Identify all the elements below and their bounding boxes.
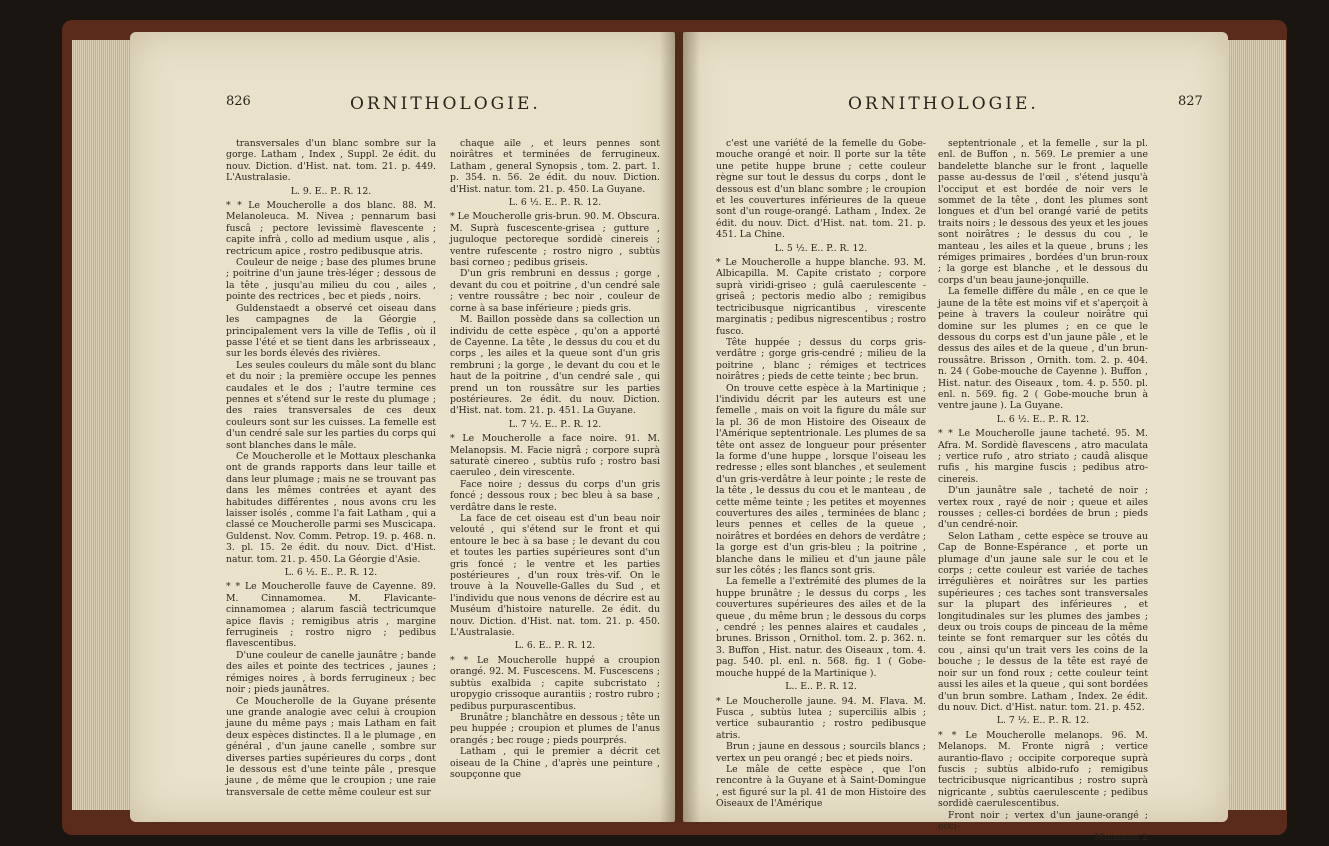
- measurement-line: L. 6 ½. E.. P.. R. 12.: [996, 413, 1090, 425]
- left-running-head: ORNITHOLOGIE.: [350, 94, 541, 114]
- measurement-line: L.. E.. P.. R. 12.: [785, 681, 857, 693]
- paragraph: On trouve cette espèce à la Martinique ; l'individu décrit par les auteurs est une femelle , mais on voit la figure du mâle sur la pl. 36 de mon Histoire des Oiseaux de l'Amérique septentrionale. Les plumes de sa tête ont assez de longueur pour présenter la forme d'une huppe , lorsque l'oiseau les redresse ; elles sont blanches , et seulement d'un gris-verdâtre à leur pointe ; le reste de la tête , le dessus du cou et le manteau , de cette même teinte ; les petites et moyennes couvertures des ailes , terminées de blanc ; leurs pennes et celles de la queue , noirâtres et bordées en dehors de verdâtre ; la gorge est d'un gris-bleu ; la poitrine , blanche dans le milieu et d'un jaune pâle sur les côtés ; les flancs sont gris.: [716, 382, 926, 577]
- paragraph: Les seules couleurs du mâle sont du blanc et du noir ; la première occupe les pennes caudales et le dos ; l'autre termine ces pennes et s'étend sur le reste du plumage ; des raies transversales de ces deux couleurs sont sur les cuisses. La femelle est d'un cendré sale sur les parties du corps qui sont blanches dans le mâle.: [226, 359, 436, 451]
- paragraph: La femelle a l'extrémité des plumes de la huppe brunâtre ; le dessus du corps , les couvertures supérieures des ailes et de la queue , du même brun ; le dessous du corps , cendré ; les pennes alaires et caudales , brunes. Brisson , Ornithol. tom. 2. p. 362. n. 3. Buffon , Hist. natur. des Oiseaux , tom. 4. pag. 540. pl. enl. n. 568. fig. 1 ( Gobe-mouche huppé de la Martinique ).: [716, 576, 926, 679]
- paragraph: c'est une variété de la femelle du Gobe-mouche orangé et noir. Il porte sur la tête une petite huppe brune ; cette couleur règne sur tout le dessus du corps , dont le dessous est d'un blanc sombre ; le croupion et les couvertures inférieures de la queue sont d'un rouge-orangé. Latham , Index. 2e édit. du nouv. Dict. d'Hist. nat. tom. 21. p. 451. La Chine.: [716, 138, 926, 241]
- printer-signature: Mmmmm 2: [1094, 832, 1148, 844]
- left-column-1: [226, 138, 436, 798]
- paragraph: septentrionale , et la femelle , sur la pl. enl. de Buffon , n. 569. Le premier a une bandelette blanche sur le front , laquelle passe au-dessus de l'œil , s'étend jusqu'à l'occiput et est bordée de noir vers le sommet de la tête , dont les plumes sont longues et d'un bel orangé varié de petits traits noirs ; le dessous des yeux et les joues sont noirâtres ; le dessus du cou , le manteau , les ailes et la queue , bruns ; les rémiges primaires , bordées d'un brun-roux ; la gorge est blanche , et le dessous du corps d'un beau jaune-jonquille.: [938, 138, 1148, 286]
- paragraph: La femelle diffère du mâle , en ce que le jaune de la tête est moins vif et s'aperçoit à peine à travers la couleur noirâtre qui domine sur les plumes ; en ce que le dessous du corps est d'un jaune pâle , et le dessus des ailes et de la queue , d'un brun-roussâtre. Brisson , Ornith. tom. 2. p. 404. n. 24 ( Gobe-mouche de Cayenne ). Buffon , Hist. natur. des Oiseaux , tom. 4. p. 550. pl. enl. n. 569. fig. 2 ( Gobe-mouche brun à ventre jaune ). La Guyane.: [938, 286, 1148, 412]
- right-column-1: [716, 138, 926, 810]
- species-entry-heading: * * Le Moucherolle fauve de Cayenne. 89. M. Cinnamomea. M. Flavicante-cinnamomea ; alarum fasciâ tectricumque apice flavis ; remigibus atris , margine ferrugineis ; rostro nigro ; pedibus flavescentibus.: [226, 581, 436, 650]
- measurement-line: L. 5 ½. E.. P.. R. 12.: [774, 242, 868, 254]
- paragraph: D'un gris rembruni en dessus ; gorge , devant du cou et poitrine , d'un cendré sale ; ventre roussâtre ; bec noir , couleur de corne à sa base inférieure ; pieds gris.: [450, 268, 660, 314]
- paragraph: Brunâtre ; blanchâtre en dessous ; tête un peu huppée ; croupion et plumes de l'anus orangés ; bec rouge ; pieds pourprés.: [450, 711, 660, 746]
- species-entry-heading: * * Le Moucherolle huppé a croupion orangé. 92. M. Fuscescens. M. Fuscescens ; subtùs exalbida ; capite subcristato ; uropygio crissoque aurantiis ; rostro rubro ; pedibus purpurascentibus.: [450, 654, 660, 712]
- measurement-line: L. 7 ½. E.. P.. R. 12.: [508, 418, 602, 430]
- measurement-line: L. 9. E.. P.. R. 12.: [290, 185, 372, 197]
- left-page-edges: [72, 40, 132, 810]
- left-column-2: [450, 138, 660, 780]
- left-page: [130, 32, 675, 822]
- species-entry-heading: * Le Moucherolle jaune. 94. M. Flava. M. Fusca , subtùs lutea ; superciliis albis ; vertice subaurantio ; rostro pedibusque atris.: [716, 695, 926, 741]
- paragraph: Front noir ; vertex d'un jaune-orangé ; occi-: [938, 809, 1148, 832]
- measurement-line: L. 6. E.. P.. R. 12.: [514, 640, 596, 652]
- paragraph: D'une couleur de canelle jaunâtre ; bande des ailes et pointe des tectrices , jaunes ; rémiges noires , à bords ferrugineux ; bec noir ; pieds jaunâtres.: [226, 649, 436, 696]
- right-page-number: 827: [1178, 94, 1203, 109]
- right-page-edges: [1226, 40, 1286, 810]
- measurement-line: L. 7 ½. E.. P.. R. 12.: [996, 715, 1090, 727]
- right-column-2: [938, 138, 1148, 844]
- right-page: [683, 32, 1228, 844]
- paragraph: transversales d'un blanc sombre sur la gorge. Latham , Index , Suppl. 2e édit. du nouv. Diction. d'Hist. nat. tom. 21. p. 449. L'Australasie.: [226, 138, 436, 184]
- paragraph: Guldenstaedt a observé cet oiseau dans les campagnes de la Géorgie , principalement vers la ville de Teflis , où il passe l'été et se tient dans les arbrisseaux , sur les bords élevés des rivières.: [226, 302, 436, 360]
- paragraph: Couleur de neige ; base des plumes brune ; poitrine d'un jaune très-léger ; dessous de la tête , jusqu'au milieu du cou , ailes , pointe des rectrices , bec et pieds , noirs.: [226, 257, 436, 303]
- right-running-head: ORNITHOLOGIE.: [848, 94, 1039, 114]
- paragraph: La face de cet oiseau est d'un beau noir velouté , qui s'étend sur le front et qui entoure le bec à sa base ; le devant du cou et toutes les parties supérieures sont d'un gris foncé ; le ventre et les parties postérieures , d'un roux très-vif. On le trouve à la Nouvelle-Galles du Sud , et l'individu que nous venons de décrire est au Muséum d'histoire naturelle. 2e édit. du nouv. Diction. d'Hist. nat. tom. 21. p. 450. L'Australasie.: [450, 513, 660, 639]
- species-entry-heading: * * Le Moucherolle melanops. 96. M. Melanops. M. Fronte nigrâ ; vertice aurantio-flavo ; occipite corporeque suprà fuscis ; subtùs albido-rufo ; remigibus tectricibusque nigricantibus ; rostro suprà nigricante , subtùs caerulescente ; pedibus sordidè caerulescentibus.: [938, 729, 1148, 810]
- paragraph: Latham , qui le premier a décrit cet oiseau de la Chine , d'après une peinture , soupçonne que: [450, 746, 660, 780]
- paragraph: Face noire ; dessus du corps d'un gris foncé ; dessous roux ; bec bleu à sa base , verdâtre dans le reste.: [450, 478, 660, 513]
- measurement-line: L. 6 ½. E.. P.. R. 12.: [508, 197, 602, 209]
- paragraph: Ce Moucherolle et le Mottaux pleschanka ont de grands rapports dans leur taille et dans leur plumage ; mais ne se trouvant pas dans les mêmes contrées et ayant des habitudes différentes , nous avons cru les laisser isolés , comme l'a fait Latham , qui a classé ce Moucherolle parmi ses Muscicapa. Guldenst. Nov. Comm. Petrop. 19. p. 468. n. 3. pl. 15. 2e édit. du nouv. Dict. d'Hist. natur. tom. 21. p. 450. La Géorgie d'Asie.: [226, 450, 436, 565]
- species-entry-heading: * * Le Moucherolle jaune tacheté. 95. M. Afra. M. Sordidè flavescens , atro maculata ; vertice rufo , atro striato ; caudâ alisque rufis , his margine fuscis ; pedibus atro-cinereis.: [938, 428, 1148, 485]
- species-entry-heading: * Le Moucherolle gris-brun. 90. M. Obscura. M. Suprà fuscescente-grisea ; gutture , juguloque pectoreque sordidè cinereis ; ventre rufescente ; rostro nigro , subtùs basi corneo ; pedibus griseis.: [450, 211, 660, 269]
- species-entry-heading: * Le Moucherolle a huppe blanche. 93. M. Albicapilla. M. Capite cristato ; corpore suprà viridi-griseo ; gulâ caerulescente - griseâ ; pectoris medio albo ; remigibus tectricibusque nigricantibus , virescente marginatis ; pedibus nigrescentibus ; rostro fusco.: [716, 257, 926, 337]
- left-page-number: 826: [226, 94, 251, 109]
- paragraph: Le mâle de cette espèce , que l'on rencontre à la Guyane et à Saint-Domingue , est figuré sur la pl. 41 de mon Histoire des Oiseaux de l'Amérique: [716, 763, 926, 810]
- paragraph: M. Baillon possède dans sa collection un individu de cette espèce , qu'on a apporté de Cayenne. La tête , le dessus du cou et du corps , les ailes et la queue sont d'un gris rembruni ; la gorge , le devant du cou et le haut de la poitrine , d'un cendré sale , qui prend un ton roussâtre sur les parties postérieures. 2e édit. du nouv. Diction. d'Hist. nat. tom. 21. p. 451. La Guyane.: [450, 314, 660, 417]
- paragraph: D'un jaunâtre sale , tacheté de noir ; vertex roux , rayé de noir ; queue et ailes rousses ; celles-ci bordées de brun ; pieds d'un cendré-noir.: [938, 485, 1148, 531]
- paragraph: Brun ; jaune en dessous ; sourcils blancs ; vertex un peu orangé ; bec et pieds noirs.: [716, 741, 926, 764]
- species-entry-heading: * * Le Moucherolle a dos blanc. 88. M. Melanoleuca. M. Nivea ; pennarum basi fuscâ ; pectore levissimè flavescente ; capite infrà , collo ad medium usque , alis , rectricum apice , rostro pedibusque atris.: [226, 200, 436, 257]
- paragraph: Tête huppée ; dessus du corps gris-verdâtre ; gorge gris-cendré ; milieu de la poitrine , blanc ; rémiges et tectrices noirâtres ; pieds de cette teinte ; bec brun.: [716, 336, 926, 383]
- species-entry-heading: * Le Moucherolle a face noire. 91. M. Melanopsis. M. Facie nigrâ ; corpore suprà saturatè cinereo , subtùs rufo ; rostro basi caeruleo , dein virescente.: [450, 433, 660, 479]
- book-gutter: [660, 32, 700, 822]
- paragraph: chaque aile , et leurs pennes sont noirâtres et terminées de ferrugineux. Latham , general Synopsis , tom. 2. part. 1. p. 354. n. 56. 2e édit. du nouv. Diction. d'Hist. natur. tom. 21. p. 450. La Guyane.: [450, 138, 660, 195]
- paragraph: Ce Moucherolle de la Guyane présente une grande analogie avec celui à croupion jaune du même pays ; mais Latham en fait deux espèces distinctes. Il a le plumage , en général , d'un jaune canelle , sombre sur diverses parties supérieures du corps , dont le dessous est d'une teinte pâle , presque jaune , de même que le croupion ; une raie transversale de cette même couleur est sur: [226, 695, 436, 798]
- measurement-line: L. 6 ½. E.. P.. R. 12.: [284, 567, 378, 579]
- paragraph: Selon Latham , cette espèce se trouve au Cap de Bonne-Espérance , et porte un plumage d'un jaune sale sur le cou et le corps ; cette couleur est variée de taches irrégulières et noirâtres sur les parties supérieures ; ces taches sont transversales sur la plupart des inférieures , et longitudinales sur les plumes des jambes ; deux ou trois coups de pinceau de la même teinte se font remarquer sur les côtés du cou , ainsi qu'un trait vers les coins de la bouche ; le dessus de la tête est rayé de noir sur un fond roux ; cette couleur teint aussi les ailes et la queue , qui sont bordées d'un brun sombre. Latham , Index. 2e édit. du nouv. Dict. d'Hist. natur. tom. 21. p. 452.: [938, 530, 1148, 713]
